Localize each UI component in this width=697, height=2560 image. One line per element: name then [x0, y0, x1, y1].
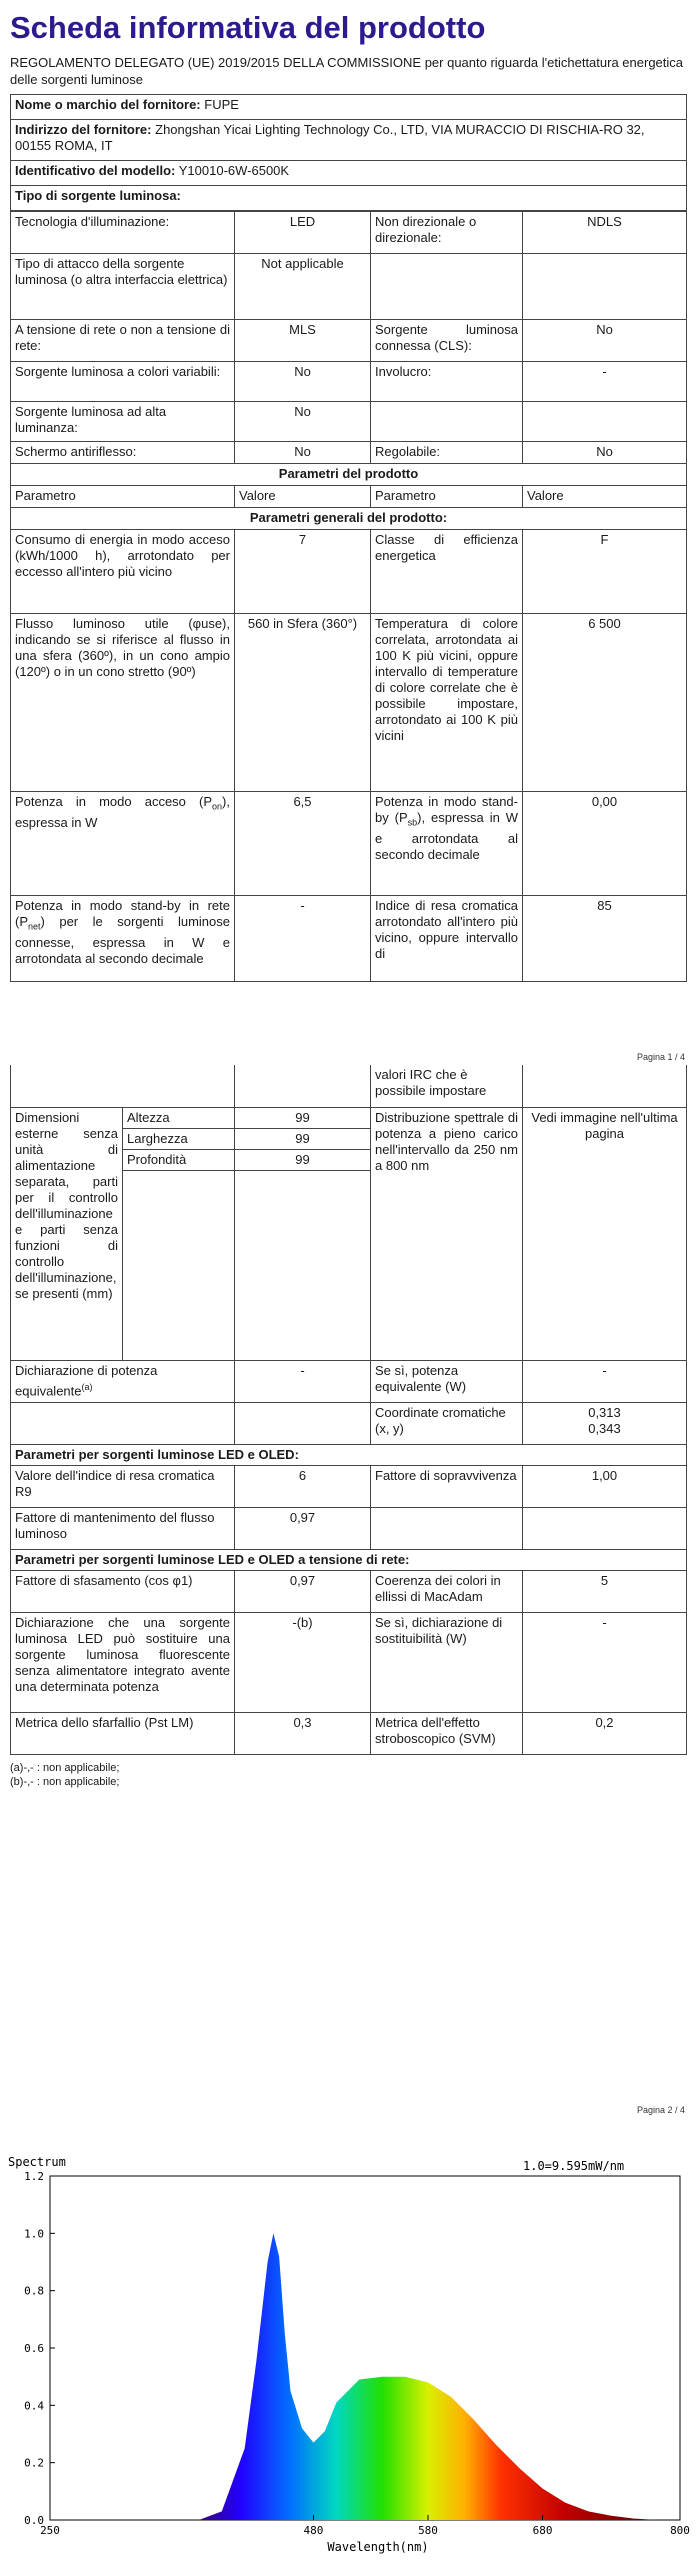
supplier-table	[10, 94, 687, 211]
cell: 1,00	[523, 1465, 687, 1507]
cell: -	[523, 362, 687, 402]
cell	[371, 1507, 523, 1549]
model-label: Identificativo del modello:	[15, 163, 176, 178]
general-params-heading: Parametri generali del prodotto:	[11, 508, 687, 530]
x-tick-label: 250	[40, 2524, 60, 2537]
dim-value: 99	[235, 1128, 371, 1149]
chromaticity-values: 0,313 0,343	[523, 1402, 687, 1444]
x-tick-label: 480	[303, 2524, 324, 2537]
cell	[11, 1065, 235, 1107]
spec-table-continued	[10, 1065, 687, 1755]
cell: Tipo di attacco della sorgente luminosa (o altra interfaccia elettrica)	[11, 254, 235, 320]
x-tick-label: 680	[532, 2524, 553, 2537]
spectral-label: Distribuzione spettrale di potenza a pieno carico nell'intervallo da 250 nm a 800 nm	[371, 1107, 523, 1360]
cell: Classe di efficienza energetica	[371, 530, 523, 614]
y-tick-label: 0.0	[24, 2514, 44, 2527]
y-tick-label: 0.4	[24, 2399, 44, 2413]
cell: F	[523, 530, 687, 614]
supplier-address-label: Indirizzo del fornitore:	[15, 122, 152, 137]
cell	[371, 254, 523, 320]
y-tick-label: 1.2	[24, 2170, 44, 2183]
dim-label: Profondità	[123, 1149, 235, 1170]
cell	[523, 254, 687, 320]
cell: Metrica dell'effetto stroboscopico (SVM)	[371, 1712, 523, 1754]
supplier-name: FUPE	[204, 97, 239, 112]
cell	[235, 1170, 371, 1360]
col-header: Valore	[523, 486, 687, 508]
dim-label: Larghezza	[123, 1128, 235, 1149]
cell: A tensione di rete o non a tensione di rete:	[11, 320, 235, 362]
col-header: Valore	[235, 486, 371, 508]
source-type-heading: Tipo di sorgente luminosa:	[11, 186, 687, 211]
product-sheet-page1b	[10, 1065, 686, 1789]
cell: Schermo antiriflesso:	[11, 442, 235, 464]
dimensions-label: Dimensioni esterne senza unità di alimentazione separata, parti per il controllo dell'illuminazione e parti senza funzioni di controllo dell'illuminazione, se presenti (mm)	[11, 1107, 123, 1360]
regulation-text: REGOLAMENTO DELEGATO (UE) 2019/2015 DELLA COMMISSIONE per quanto riguarda l'etichettatura energetica delle sorgenti luminose	[10, 55, 684, 87]
footnote: (b)-,- : non applicabile;	[10, 1775, 120, 1788]
led-heading: Parametri per sorgenti luminose LED e OLED:	[11, 1444, 687, 1465]
cell: 0,3	[235, 1712, 371, 1754]
cell	[371, 402, 523, 442]
cell: No	[235, 402, 371, 442]
cell: 6	[235, 1465, 371, 1507]
cell: Fattore di mantenimento del flusso luminoso	[11, 1507, 235, 1549]
dim-label: Altezza	[123, 1107, 235, 1128]
cell: 6,5	[235, 792, 371, 896]
dim-value: 99	[235, 1107, 371, 1128]
model-id: Y10010-6W-6500K	[178, 163, 290, 178]
cell: Temperatura di colore correlata, arrotondata ai 100 K più vicini, oppure intervallo di temperature di colore correlate che è possibile impostare, arrotondato ai 100 K più vicini	[371, 614, 523, 792]
cell: Fattore di sopravvivenza	[371, 1465, 523, 1507]
cell: 0,00	[523, 792, 687, 896]
cri-continued: valori IRC che è possibile impostare	[371, 1065, 523, 1107]
y-tick-label: 0.6	[24, 2342, 44, 2355]
x-axis-label: Wavelength(nm)	[327, 2540, 429, 2554]
chart-annotation: 1.0=9.595mW/nm	[523, 2159, 625, 2173]
page-number: Pagina 1 / 4	[636, 1052, 685, 1062]
cell: NDLS	[523, 212, 687, 254]
cell: Not applicable	[235, 254, 371, 320]
spectrum-area	[199, 2233, 657, 2520]
cell: Involucro:	[371, 362, 523, 402]
standby-label: Potenza in modo stand-by $(P_{sb})$, espressa in W e arrotondata al secondo decimale	[371, 792, 523, 896]
cell: 5	[523, 1570, 687, 1612]
col-header: Parametro	[371, 486, 523, 508]
y-tick-label: 1.0	[24, 2227, 44, 2241]
cell: No	[235, 362, 371, 402]
chart-title: Spectrum	[8, 2155, 66, 2169]
cell: 85	[523, 896, 687, 982]
led-mains-heading: Parametri per sorgenti luminose LED e OLED a tensione di rete:	[11, 1549, 687, 1570]
cell: MLS	[235, 320, 371, 362]
x-tick-label: 800	[670, 2524, 690, 2537]
cell: 560 in Sfera (360°)	[235, 614, 371, 792]
power-on-label: Potenza in modo acceso $(P_{on})$, espressa in W	[11, 792, 235, 896]
y-tick-label: 0.8	[24, 2284, 44, 2298]
cell: Sorgente luminosa connessa (CLS):	[371, 320, 523, 362]
cell: -	[523, 1360, 687, 1402]
cell: Sorgente luminosa ad alta luminanza:	[11, 402, 235, 442]
cell: Fattore di sfasamento (cos φ1)	[11, 1570, 235, 1612]
cell: Indice di resa cromatica arrotondato all'intero più vicino, oppure intervallo di	[371, 896, 523, 982]
plot-area	[24, 2170, 690, 2537]
cell: Se sì, dichiarazione di sostituibilità (W)	[371, 1612, 523, 1712]
cell: -	[235, 896, 371, 982]
cell: No	[523, 320, 687, 362]
cell: Tecnologia d'illuminazione:	[11, 212, 235, 254]
cell	[235, 1402, 371, 1444]
cell: No	[235, 442, 371, 464]
cell: 7	[235, 530, 371, 614]
cell: Non direzionale o direzionale:	[371, 212, 523, 254]
cell: Consumo di energia in modo acceso (kWh/1000 h), arrotondato per eccesso all'intero più vicino	[11, 530, 235, 614]
cell	[523, 1507, 687, 1549]
spectral-value: Vedi immagine nell'ultima pagina	[523, 1107, 687, 1360]
footnotes	[10, 1761, 686, 1789]
y-tick-label: 0.2	[24, 2456, 44, 2470]
cell: -	[523, 1612, 687, 1712]
cell: Se sì, potenza equivalente (W)	[371, 1360, 523, 1402]
cell: Metrica dello sfarfallio (Pst LM)	[11, 1712, 235, 1754]
cell: Dichiarazione che una sorgente luminosa LED può sostituire una sorgente luminosa fluorescente senza alimentatore integrato avente una determinata potenza	[11, 1612, 235, 1712]
cell: 0,2	[523, 1712, 687, 1754]
x-tick-label: 580	[418, 2524, 438, 2537]
cell: Regolabile:	[371, 442, 523, 464]
equiv-power-label: Dichiarazione di potenza equivalente$^{(a)}$	[11, 1360, 235, 1402]
footnote: (a)-,- : non applicabile;	[10, 1761, 120, 1774]
cell: LED	[235, 212, 371, 254]
cell: 0,97	[235, 1570, 371, 1612]
cell	[123, 1170, 235, 1360]
supplier-address: Zhongshan Yicai Lighting Technology Co., LTD, VIA MURACCIO DI RISCHIA-RO 32, 00155 ROMA, IT	[15, 122, 645, 153]
page-title: Scheda informativa del prodotto	[10, 10, 486, 45]
cell: Sorgente luminosa a colori variabili:	[11, 362, 235, 402]
supplier-name-label: Nome o marchio del fornitore:	[15, 97, 201, 112]
dim-value: 99	[235, 1149, 371, 1170]
cell: Coordinate cromatiche (x, y)	[371, 1402, 523, 1444]
cell: 0,97	[235, 1507, 371, 1549]
cell: Flusso luminoso utile (φuse), indicando se si riferisce al flusso in una sfera (360º), in un cono ampio (120º) o in un cono stretto (90º)	[11, 614, 235, 792]
cell	[235, 1065, 371, 1107]
cell: No	[523, 442, 687, 464]
cell: -	[235, 1360, 371, 1402]
cell	[523, 1065, 687, 1107]
cell: -(b)	[235, 1612, 371, 1712]
cell: Coerenza dei colori in ellissi di MacAdam	[371, 1570, 523, 1612]
page-number: Pagina 2 / 4	[636, 2105, 685, 2115]
product-sheet	[10, 8, 686, 982]
spectrum-chart	[8, 2140, 692, 2555]
cell: Valore dell'indice di resa cromatica R9	[11, 1465, 235, 1507]
col-header: Parametro	[11, 486, 235, 508]
cell	[11, 1402, 235, 1444]
spec-table	[10, 211, 687, 982]
standby-net-label: Potenza in modo stand-by in rete $(P_{net})$ per le sorgenti luminose connesse, espressa in W e arrotondata al secondo decimale	[11, 896, 235, 982]
cell	[523, 402, 687, 442]
cell: 6 500	[523, 614, 687, 792]
product-params-heading: Parametri del prodotto	[11, 464, 687, 486]
